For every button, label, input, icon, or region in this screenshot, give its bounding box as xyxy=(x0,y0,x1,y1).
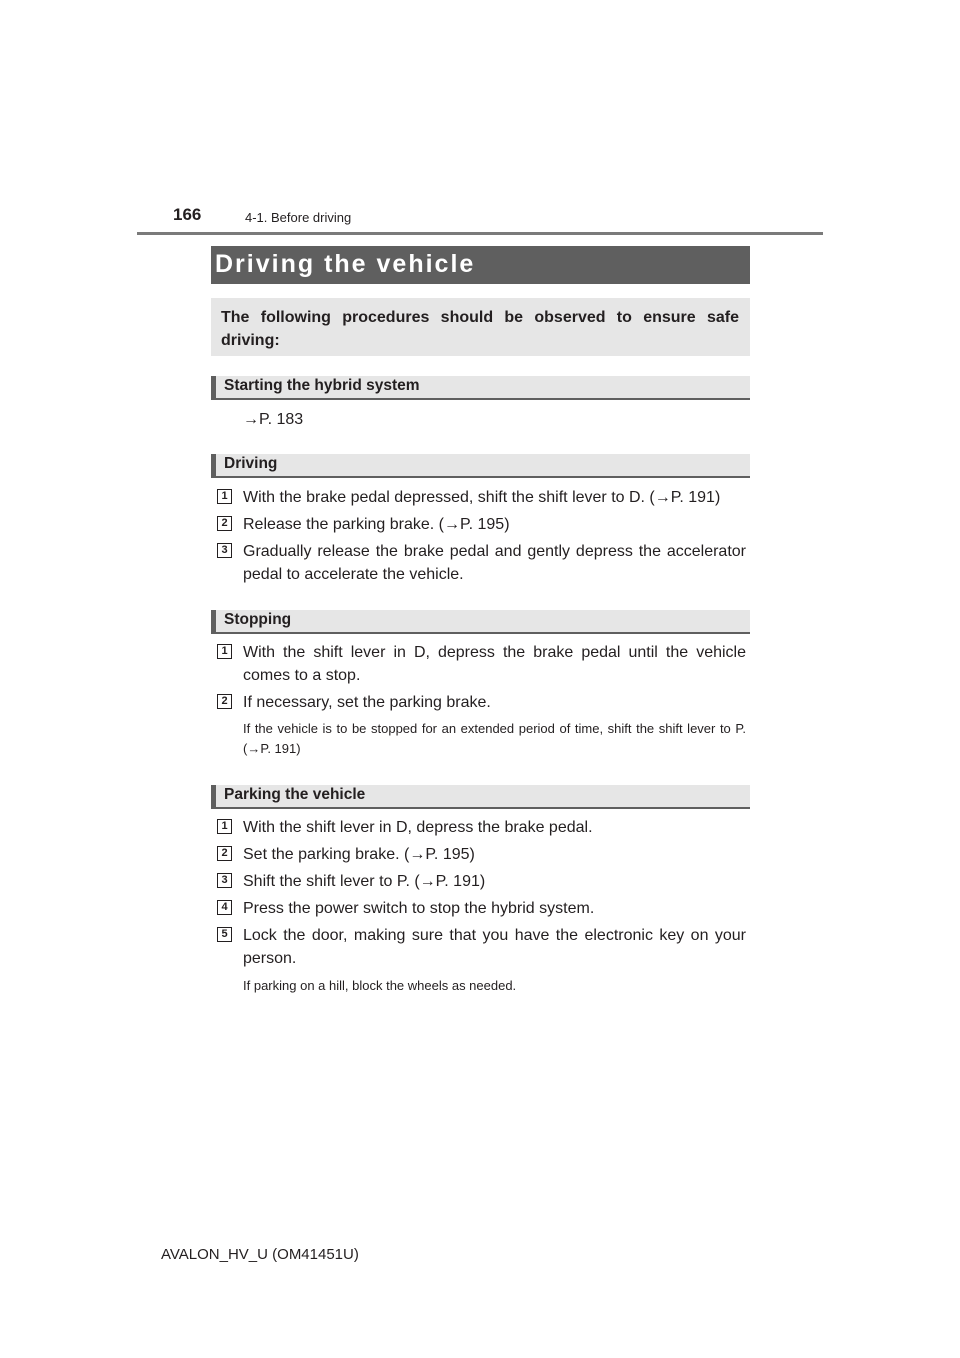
section-heading-label: Starting the hybrid system xyxy=(224,377,420,394)
section-heading-label: Stopping xyxy=(224,611,292,628)
intro-text: The following procedures should be observed to ensure safe driving: xyxy=(221,309,739,349)
section-label: 4-1. Before driving xyxy=(245,210,352,225)
page-reference: →P. 183 xyxy=(243,411,304,428)
step-text: Gradually release the brake pedal and gently depress the accelerator pedal to accelerate the vehicle. xyxy=(243,543,746,583)
title-bar xyxy=(211,246,750,284)
step-number: 5 xyxy=(217,927,232,942)
page-title: Driving the vehicle xyxy=(215,250,476,278)
section-heading-parking xyxy=(211,785,750,809)
step-text: Lock the door, making sure that you have the electronic key on your person. xyxy=(243,927,746,967)
section-heading-driving xyxy=(211,454,750,478)
step-number: 3 xyxy=(217,543,232,558)
step-number: 4 xyxy=(217,900,232,915)
step-text: With the shift lever in D, depress the brake pedal. xyxy=(243,819,593,836)
step-number: 2 xyxy=(217,846,232,861)
section-heading-label: Parking the vehicle xyxy=(224,786,366,803)
note-text: If parking on a hill, block the wheels as needed. xyxy=(243,978,517,993)
step-number: 1 xyxy=(217,819,232,834)
step-number: 3 xyxy=(217,873,232,888)
page-number: 166 xyxy=(173,205,202,224)
note-text: If the vehicle is to be stopped for an extended period of time, shift the shift lever to P. (→P. 191) xyxy=(243,721,746,756)
step-number: 1 xyxy=(217,489,232,504)
step-number: 2 xyxy=(217,694,232,709)
section-heading-stopping xyxy=(211,610,750,634)
step-text: Press the power switch to stop the hybrid system. xyxy=(243,900,595,917)
footer-model-code: AVALON_HV_U (OM41451U) xyxy=(161,1246,359,1263)
step-number: 1 xyxy=(217,644,232,659)
section-heading-starting xyxy=(211,376,750,400)
step-text: Shift the shift lever to P. (→P. 191) xyxy=(243,873,486,890)
step-text: With the brake pedal depressed, shift the shift lever to D. (→P. 191) xyxy=(243,489,721,506)
section-heading-label: Driving xyxy=(224,455,278,472)
intro-box xyxy=(211,298,750,356)
step-text: If necessary, set the parking brake. xyxy=(243,694,491,711)
step-text: Release the parking brake. (→P. 195) xyxy=(243,516,510,533)
step-number: 2 xyxy=(217,516,232,531)
step-text: Set the parking brake. (→P. 195) xyxy=(243,846,475,863)
step-text: With the shift lever in D, depress the brake pedal until the vehicle comes to a stop. xyxy=(243,644,746,684)
header-rule xyxy=(137,232,823,235)
